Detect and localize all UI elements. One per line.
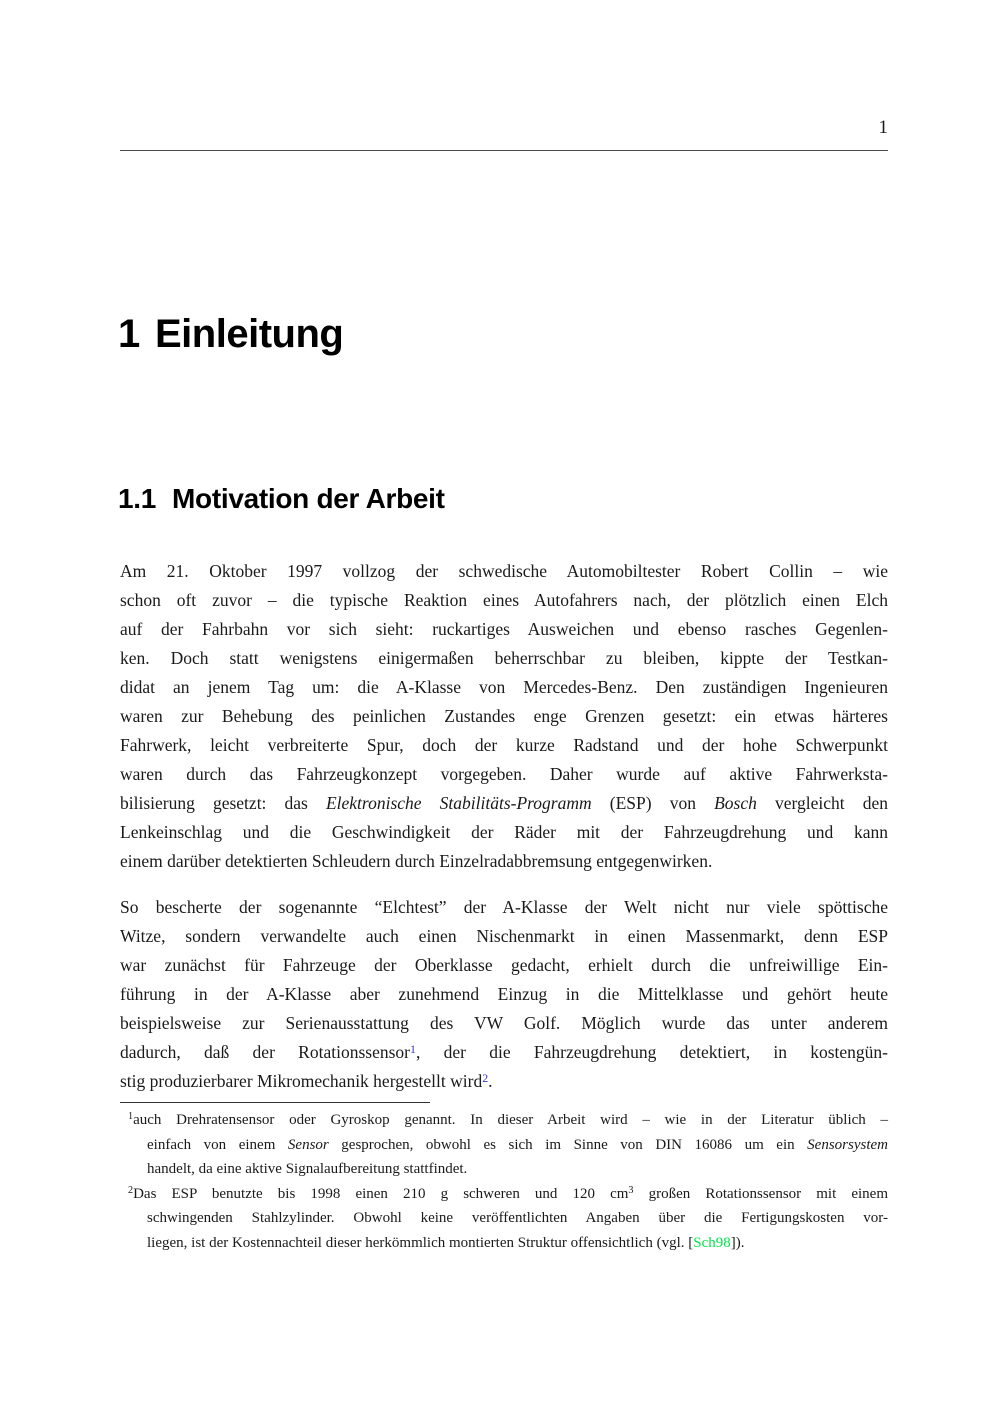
- footnote-line: [120, 1108, 888, 1133]
- text-run: bilisierung gesetzt: das: [120, 793, 326, 813]
- text-run: stig produzierbarer Mikromechanik hergestellt wird: [120, 1071, 483, 1091]
- paragraph-2: [120, 893, 888, 1096]
- body-line: [120, 644, 888, 673]
- section-number: 1.1: [118, 483, 157, 514]
- italic-text: Bosch: [714, 793, 757, 813]
- text-run: einem darüber detektierten Schleudern durch Einzelradabbremsung entgegenwirken.: [120, 851, 713, 871]
- text-run: handelt, da eine aktive Signalaufbereitung stattfindet.: [147, 1161, 468, 1177]
- chapter-heading: [118, 311, 343, 357]
- chapter-number: 1: [118, 312, 140, 356]
- superscript-text: 3: [628, 1184, 634, 1196]
- text-run: liegen, ist der Kostennachteil dieser herkömmlich montierten Struktur offensichtlich (vgl. [: [147, 1234, 694, 1251]
- section-heading: [118, 483, 445, 515]
- superscript-text: 2: [128, 1184, 134, 1196]
- text-run: , der die Fahrzeugdrehung detektiert, in kostengün-: [415, 1042, 889, 1062]
- paragraph-1: [120, 557, 888, 876]
- text-run: ]).: [730, 1234, 745, 1251]
- footnote-rule: [120, 1102, 430, 1103]
- body-line: [120, 1038, 888, 1067]
- footnote-line: [120, 1231, 888, 1256]
- body-line: [120, 922, 888, 951]
- footnote-2: [120, 1182, 888, 1256]
- superscript-text: 1: [128, 1111, 134, 1123]
- body-line: [120, 557, 888, 586]
- footnote-line: [120, 1182, 888, 1207]
- body-line: [120, 818, 888, 847]
- section-title: Motivation der Arbeit: [172, 483, 445, 514]
- footnote-1: [120, 1108, 888, 1182]
- footnote-line: [120, 1206, 888, 1231]
- header-rule: [120, 150, 888, 151]
- text-run: führung in der A-Klasse aber zunehmend Einzug in die Mittelklasse und gehört heute: [120, 984, 888, 1004]
- text-run: dadurch, daß der Rotationssensor: [120, 1042, 410, 1062]
- footnote-line: [120, 1133, 888, 1158]
- body-line: [120, 789, 888, 818]
- text-run: schon oft zuvor – die typische Reaktion eines Autofahrers nach, der plötzlich einen Elch: [120, 590, 888, 610]
- body-text: [120, 557, 888, 1096]
- text-run: didat an jenem Tag um: die A-Klasse von Mercedes-Benz. Den zuständigen Ingenieuren: [120, 677, 888, 697]
- text-run: vergleicht den: [756, 793, 888, 813]
- text-run: großen Rotationssensor mit einem: [633, 1185, 888, 1202]
- text-run: schwingenden Stahlzylinder. Obwohl keine veröffentlichten Angaben über die Fertigungskosten vor-: [147, 1210, 888, 1226]
- text-run: auf der Fahrbahn vor sich sieht: ruckartiges Ausweichen und ebenso rasches Gegenlen-: [120, 619, 888, 639]
- text-run: auch Drehratensensor oder Gyroskop genannt. In dieser Arbeit wird – wie in der Literatur üblich –: [133, 1112, 888, 1128]
- body-line: [120, 893, 888, 922]
- chapter-title: Einleitung: [155, 312, 344, 356]
- body-line: [120, 731, 888, 760]
- text-run: ken. Doch statt wenigstens einigermaßen beherrschbar zu bleiben, kippte der Testkan-: [120, 648, 888, 668]
- text-run: Das ESP benutzte bis 1998 einen 210 g schweren und 120 cm: [133, 1185, 629, 1202]
- footnote-ref-2[interactable]: 2: [482, 1070, 489, 1085]
- body-line: [120, 586, 888, 615]
- body-line: [120, 615, 888, 644]
- text-run: Witze, sondern verwandelte auch einen Nischenmarkt in einen Massenmarkt, denn ESP: [120, 926, 888, 946]
- text-run: (ESP) von: [591, 793, 715, 813]
- italic-text: Sensorsystem: [807, 1136, 888, 1153]
- text-run: einfach von einem: [147, 1136, 288, 1153]
- text-run: So bescherte der sogenannte “Elchtest” der A-Klasse der Welt nicht nur viele spöttische: [120, 897, 888, 917]
- italic-text: Sensor: [287, 1136, 329, 1153]
- footnotes: [120, 1108, 888, 1255]
- body-line: [120, 847, 888, 876]
- text-run: Am 21. Oktober 1997 vollzog der schwedische Automobiltester Robert Collin – wie: [120, 561, 888, 581]
- citation-link[interactable]: Sch98: [693, 1234, 731, 1251]
- body-line: [120, 980, 888, 1009]
- body-line: [120, 760, 888, 789]
- text-run: waren zur Behebung des peinlichen Zustandes enge Grenzen gesetzt: ein etwas härteres: [120, 706, 888, 726]
- body-line: [120, 951, 888, 980]
- text-run: Fahrwerk, leicht verbreiterte Spur, doch der kurze Radstand und der hohe Schwerpunkt: [120, 735, 888, 755]
- text-run: .: [488, 1071, 493, 1091]
- italic-text: Elektronische Stabilitäts-Programm: [325, 793, 592, 813]
- body-line: [120, 673, 888, 702]
- footnote-ref-1[interactable]: 1: [410, 1041, 416, 1056]
- footnote-line: [120, 1157, 888, 1182]
- page-number: 1: [878, 117, 888, 138]
- text-run: beispielsweise zur Serienausstattung des VW Golf. Möglich wurde das unter anderem: [120, 1013, 888, 1033]
- text-run: war zunächst für Fahrzeuge der Oberklasse gedacht, erhielt durch die unfreiwillige Ein-: [120, 955, 888, 975]
- body-line: [120, 1009, 888, 1038]
- text-run: Lenkeinschlag und die Geschwindigkeit der Räder mit der Fahrzeugdrehung und kann: [120, 822, 888, 842]
- body-line: [120, 1067, 888, 1096]
- text-run: gesprochen, obwohl es sich im Sinne von DIN 16086 um ein: [328, 1136, 808, 1153]
- text-run: waren durch das Fahrzeugkonzept vorgegeben. Daher wurde auf aktive Fahrwerksta-: [120, 764, 888, 784]
- body-line: [120, 702, 888, 731]
